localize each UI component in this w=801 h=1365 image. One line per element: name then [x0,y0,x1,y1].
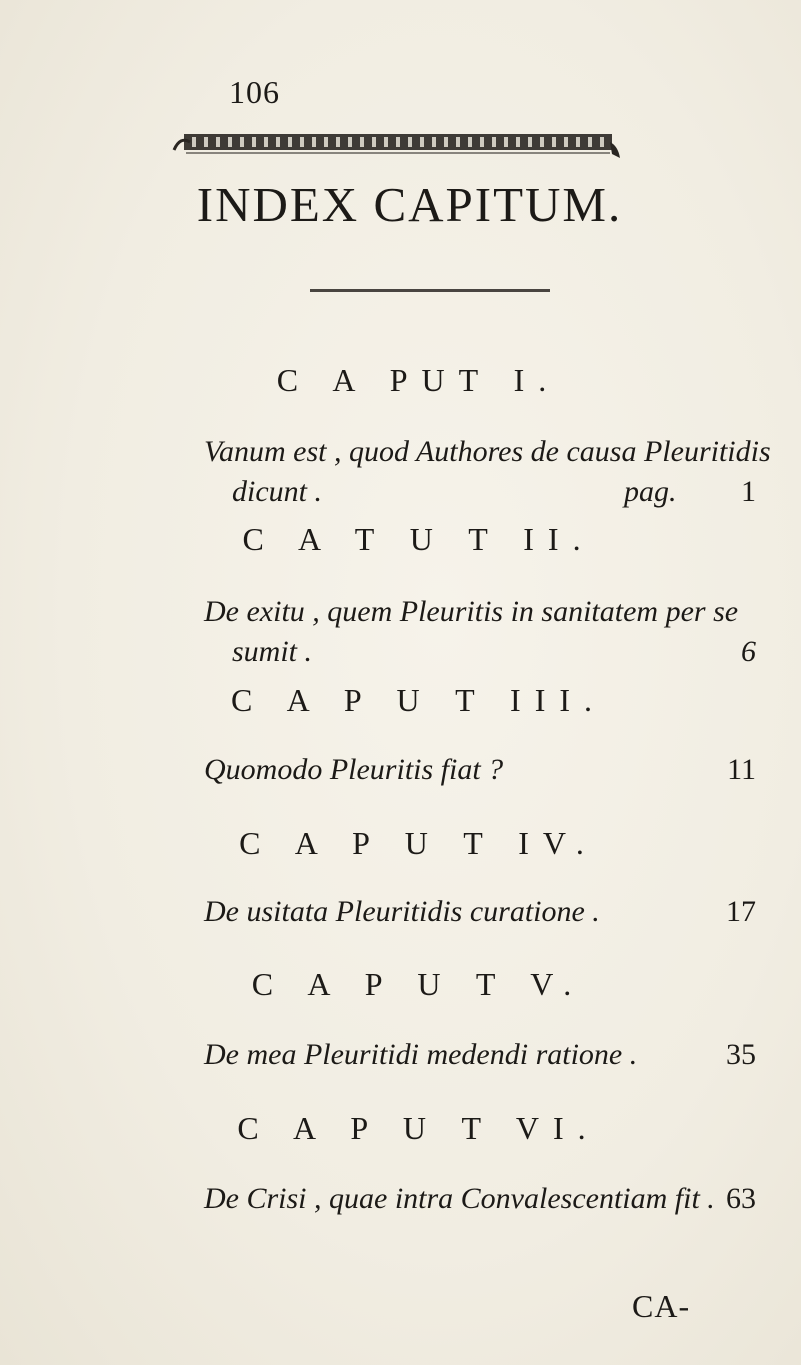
page-reference: 6 [741,635,756,668]
catchword: CA- [632,1288,691,1324]
chapter-heading: C A P U T V. [251,966,586,1002]
page-reference: 11 [727,753,756,786]
chapter-entry [204,592,756,672]
entry-text-line [204,472,756,512]
chapter-entry [204,892,756,932]
entry-text-line: De exitu , quem Pleuritis in sanitatem per se [204,595,739,628]
chapter-heading: C A PUT I. [276,362,561,398]
page-number: 106 [229,74,280,110]
page-reference: 63 [726,1182,756,1215]
entry-text: De usitata Pleuritidis curatione . [204,895,600,928]
chapter-heading: C A P U T III. [231,682,606,718]
entry-text-line: Vanum est , quod Authores de causa Pleuritidis [204,435,771,468]
chapter-heading: C A P U T VI. [237,1110,600,1146]
chapter-heading: C A T U T II. [242,521,595,557]
chapter-entry [204,432,771,512]
index-title: INDEX CAPITUM. [196,177,623,232]
chapter-entry [204,1179,756,1219]
entry-text-continuation: sumit . [232,635,313,668]
entry-text: De mea Pleuritidi medendi ratione . [204,1038,638,1071]
page-label: pag. [624,475,677,508]
chapter-entry [204,750,756,790]
decorative-headpiece-ornament [172,128,624,166]
entry-text: Quomodo Pleuritis fiat ? [204,753,504,786]
entry-text-continuation: dicunt . [232,475,322,508]
page-reference: 35 [726,1038,756,1071]
entry-text-line [204,632,756,672]
chapter-entry [204,1035,756,1075]
page-reference: 17 [726,895,756,928]
title-rule [310,289,550,292]
entry-text: De Crisi , quae intra Convalescentiam fit . [204,1182,715,1215]
page-reference: 1 [741,475,756,508]
chapter-heading: C A P U T IV. [239,825,598,861]
